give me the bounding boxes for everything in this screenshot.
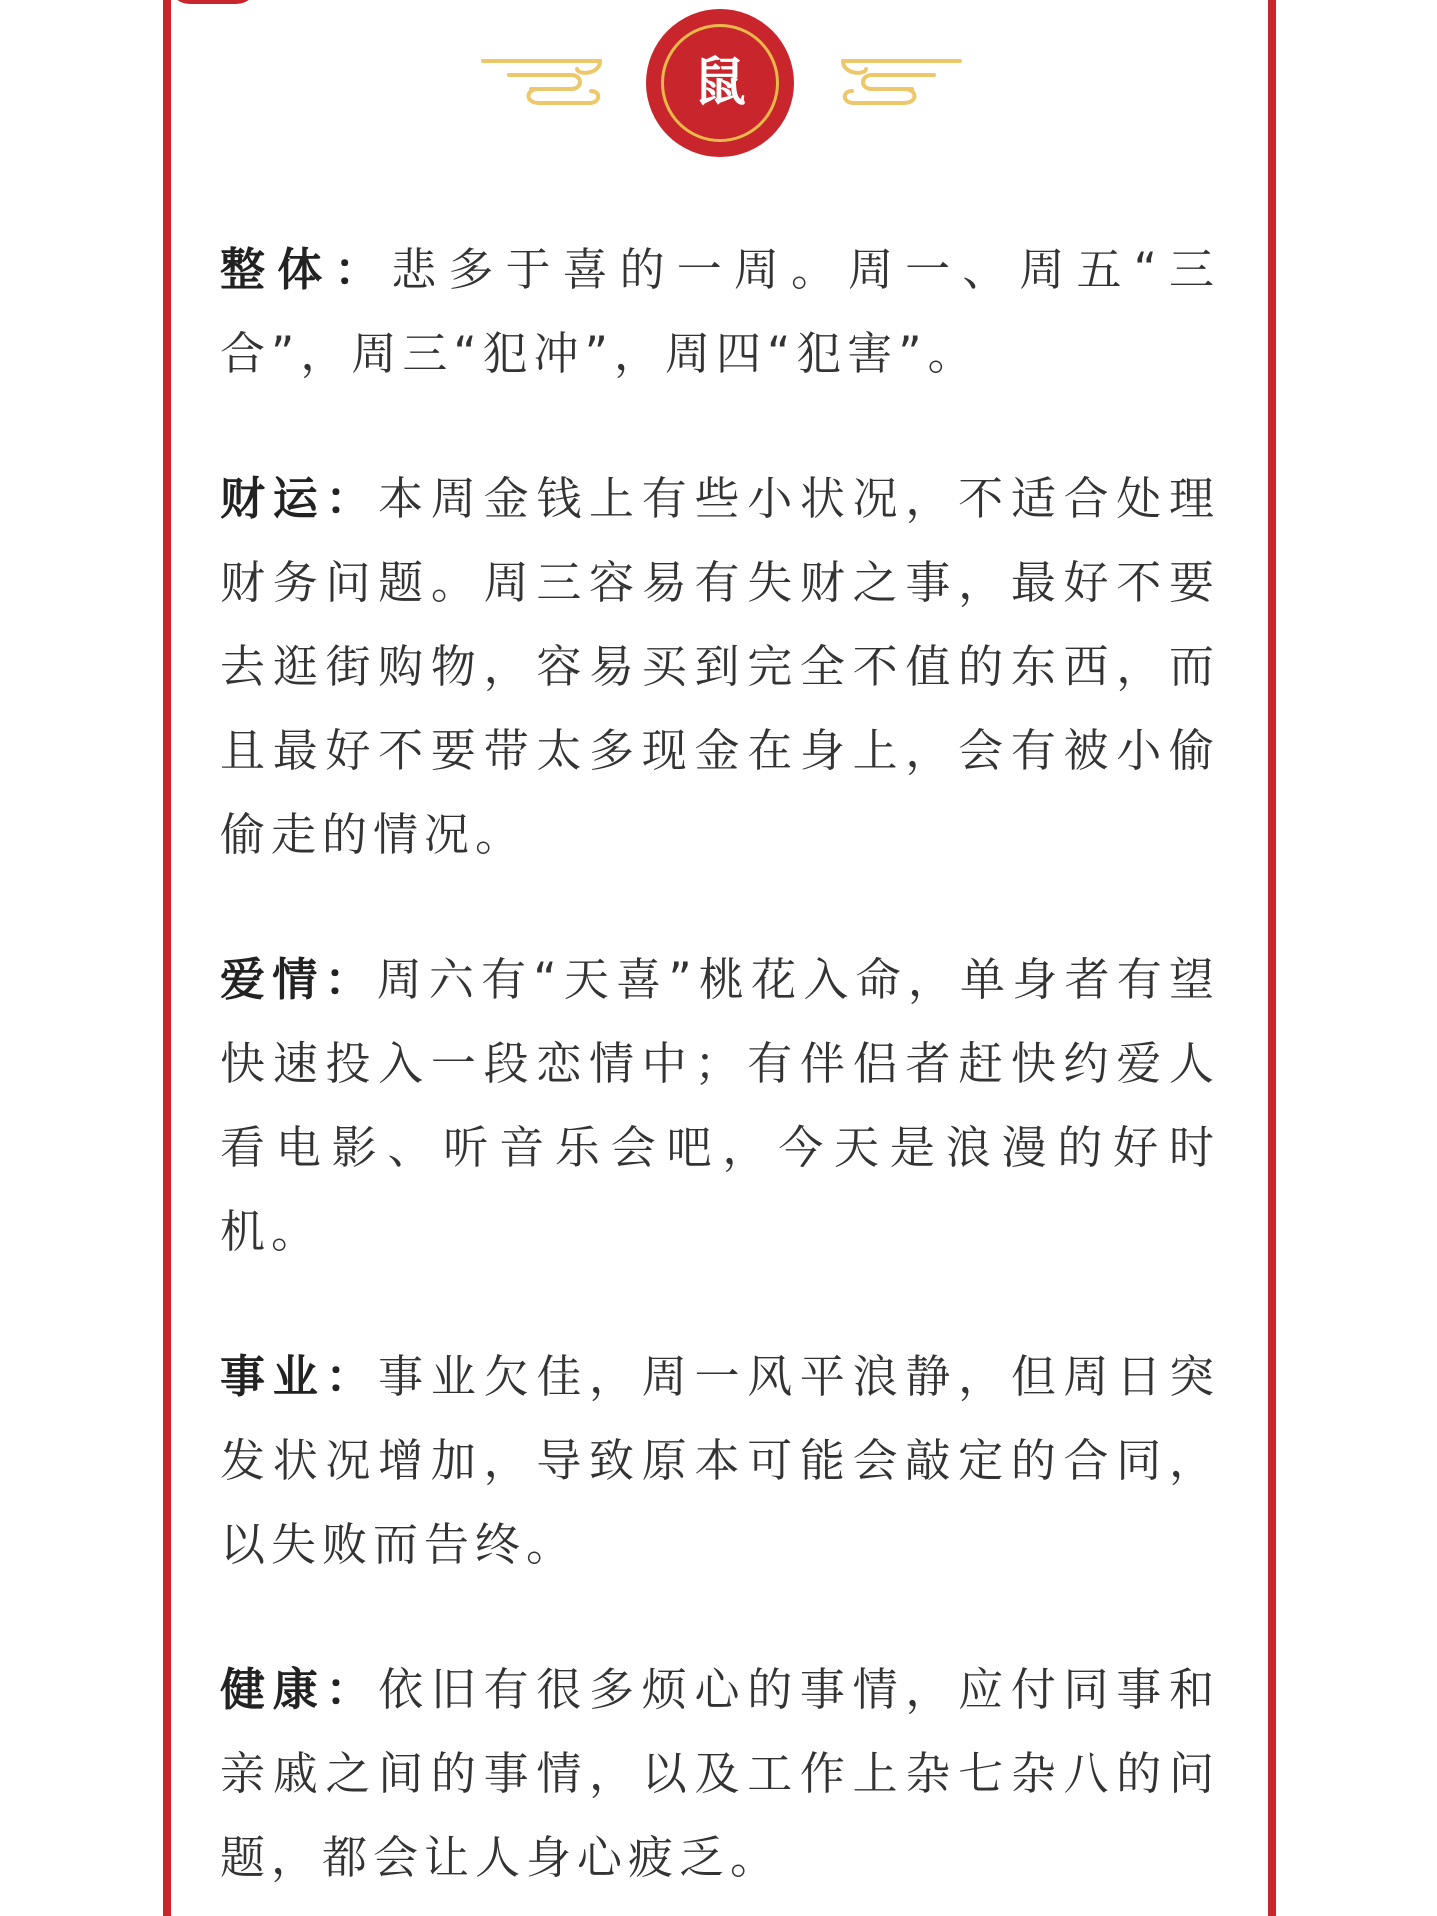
auspicious-cloud-right-icon	[839, 55, 964, 110]
section-career	[220, 1335, 1220, 1587]
zodiac-badge	[646, 9, 794, 157]
section-label: 事业：	[220, 1350, 379, 1403]
section-text: 事业欠佳，周一风平浪静，但周日突发状况增加，导致原本可能会敲定的合同，以失败而告终。	[220, 1350, 1220, 1571]
section-wealth	[220, 457, 1220, 877]
zodiac-header	[171, 0, 1268, 170]
section-love	[220, 938, 1220, 1274]
section-overall	[220, 228, 1220, 396]
section-label: 整体：	[220, 243, 392, 296]
section-label: 财运：	[220, 472, 379, 525]
frame-right-border	[1268, 0, 1276, 1916]
zodiac-character: 鼠	[693, 53, 746, 113]
fortune-content	[220, 228, 1220, 1900]
section-text: 本周金钱上有些小状况，不适合处理财务问题。周三容易有失财之事，最好不要去逛街购物，容易买到完全不值的东西，而且最好不要带太多现金在身上，会有被小偷偷走的情况。	[220, 472, 1220, 861]
section-label: 爱情：	[220, 953, 377, 1006]
frame-left-border	[163, 0, 171, 1916]
section-text: 周六有“天喜”桃花入命，单身者有望快速投入一段恋情中；有伴侣者赶快约爱人看电影、听音乐会吧，今天是浪漫的好时机。	[220, 953, 1220, 1258]
section-label: 健康：	[220, 1663, 379, 1716]
auspicious-cloud-left-icon	[479, 55, 604, 110]
section-text: 依旧有很多烦心的事情，应付同事和亲戚之间的事情，以及工作上杂七杂八的问题，都会让人身心疲乏。	[220, 1663, 1220, 1884]
section-health	[220, 1648, 1220, 1900]
section-text: 悲多于喜的一周。周一、周五“三合”，周三“犯冲”，周四“犯害”。	[220, 243, 1220, 380]
zodiac-badge-ring	[661, 24, 779, 142]
